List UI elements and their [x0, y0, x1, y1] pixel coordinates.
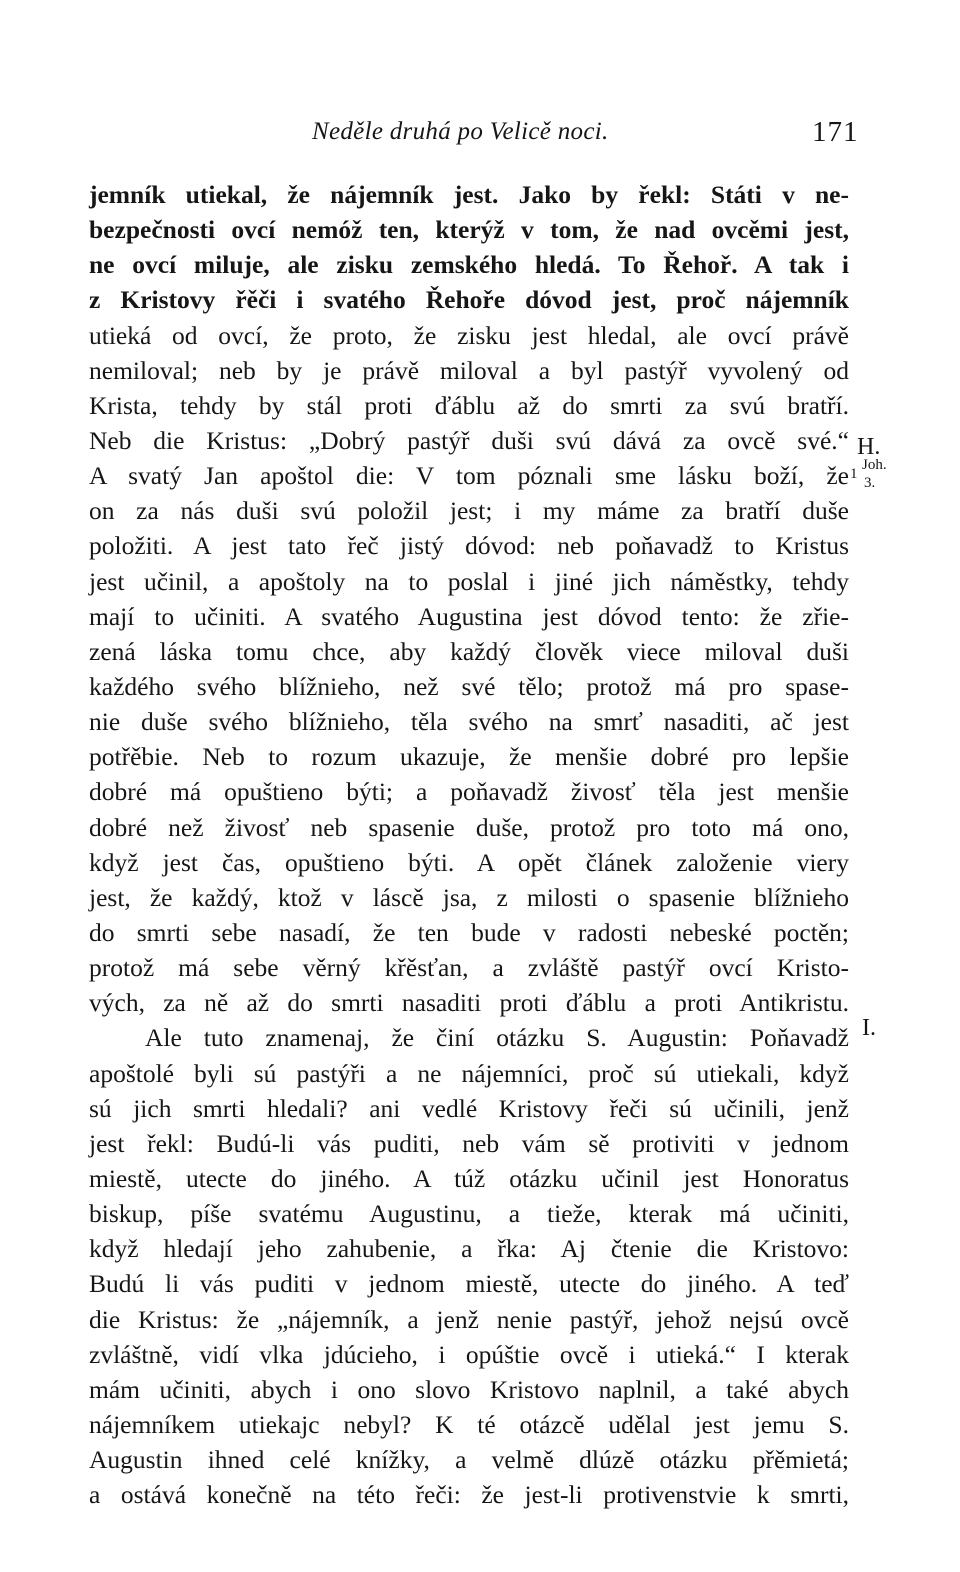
text-line: Augustin ihned celé knížky, a velmě dlúzě otázku přěmietá;: [89, 1445, 849, 1475]
text-line: každého svého blížnieho, než své tělo; protož má pro spase-: [89, 671, 849, 701]
text-line: ne ovcí miluje, ale zisku zemského hledá. To Řehoř. A tak i: [89, 250, 849, 280]
text-line: biskup, píše svatému Augustinu, a tieže, kterak má učiniti,: [89, 1199, 849, 1229]
page-number: 171: [812, 116, 859, 148]
text-line: dobré má opuštieno býti; a poňavadž živosť těla jest menšie: [89, 777, 849, 807]
text-line: utieká od ovcí, že proto, že zisku jest hledal, ale ovcí právě: [89, 320, 849, 350]
text-line: sú jich smrti hledali? ani vedlé Kristovy řeči sú učinili, jenž: [89, 1093, 849, 1123]
text-line: nemiloval; neb by je právě miloval a byl pastýř vyvolený od: [89, 355, 849, 385]
text-line: on za nás duši svú položil jest; i my máme za bratří duše: [89, 496, 849, 526]
margin-note-joh-name: Joh.: [862, 457, 887, 473]
text-line: nie duše svého blížnieho, těla svého na smrť nasaditi, ač jest: [89, 707, 849, 737]
text-line: Neb die Kristus: „Dobrý pastýř duši svú dává za ovcě své.“: [89, 425, 849, 455]
text-line: nájemníkem utiekajc nebyl? K té otázcě udělal jest jemu S.: [89, 1409, 849, 1439]
margin-note-h: H.: [857, 434, 881, 460]
margin-note-joh-chapter: 1: [850, 466, 858, 482]
text-line: a ostává konečně na této řeči: že jest-li protivenstvie k smrti,: [89, 1480, 849, 1510]
running-title: Neděle druhá po Velicě noci.: [312, 118, 609, 145]
text-line: jest učinil, a apoštoly na to poslal i jiné jich náměstky, tehdy: [89, 566, 849, 596]
text-line: když jest čas, opuštieno býti. A opět článek založenie viery: [89, 847, 849, 877]
text-line: A svatý Jan apoštol die: V tom póznali sme lásku boží, že: [89, 461, 849, 491]
text-line: mají to učiniti. A svatého Augustina jest dóvod tento: že zřie-: [89, 601, 849, 631]
text-line: zená láska tomu chce, aby každý člověk viece miloval duši: [89, 636, 849, 666]
text-line: vých, za ně až do smrti nasaditi proti ďáblu a proti Antikristu.: [89, 988, 849, 1018]
margin-note-joh-verse: 3.: [864, 475, 876, 491]
text-line: když hledají jeho zahubenie, a řka: Aj čtenie die Kristovo:: [89, 1234, 849, 1264]
text-line: potřěbie. Neb to rozum ukazuje, že menšie dobré pro lepšie: [89, 742, 849, 772]
text-line: zvláštně, vidí vlka jdúcieho, i opúštie ovcě i utieká.“ I kterak: [89, 1339, 849, 1369]
text-line: bezpečnosti ovcí nemóž ten, kterýž v tom, že nad ovcěmi jest,: [89, 215, 849, 245]
running-header: [0, 116, 960, 156]
text-line: protož má sebe věrný křěsťan, a zvláště pastýř ovcí Kristo-: [89, 953, 849, 983]
text-line: jemník utiekal, že nájemník jest. Jako by řekl: Státi v ne-: [89, 180, 849, 209]
text-line: Krista, tehdy by stál proti ďáblu až do smrti za svú bratří.: [89, 390, 849, 420]
body-text: [89, 177, 849, 1512]
text-line: mám učiniti, abych i ono slovo Kristovo naplnil, a také abych: [89, 1374, 849, 1404]
text-line: die Kristus: že „nájemník, a jenž nenie pastýř, jehož nejsú ovcě: [89, 1304, 849, 1334]
text-line: dobré než živosť neb spasenie duše, protož pro toto má ono,: [89, 812, 849, 842]
text-line: do smrti sebe nasadí, že ten bude v radosti nebeské poctěn;: [89, 917, 849, 947]
text-line: apoštolé byli sú pastýři a ne nájemníci, proč sú utiekali, když: [89, 1058, 849, 1088]
text-line: jest řekl: Budú-li vás puditi, neb vám sě protiviti v jednom: [89, 1128, 849, 1158]
margin-note-i: I.: [862, 1015, 876, 1041]
text-line: z Kristovy řěči i svatého Řehoře dóvod jest, proč nájemník: [89, 285, 849, 315]
text-line: Budú li vás puditi v jednom miestě, utecte do jiného. A teď: [89, 1269, 849, 1299]
text-line: jest, že každý, ktož v láscě jsa, z milosti o spasenie blížnieho: [89, 882, 849, 912]
text-line: položiti. A jest tato řeč jistý dóvod: neb poňavadž to Kristus: [89, 531, 849, 561]
text-line: miestě, utecte do jiného. A túž otázku učinil jest Honoratus: [89, 1163, 849, 1193]
paragraph-start-line: Ale tuto znamenaj, že činí otázku S. Augustin: Poňavadž: [145, 1023, 849, 1053]
